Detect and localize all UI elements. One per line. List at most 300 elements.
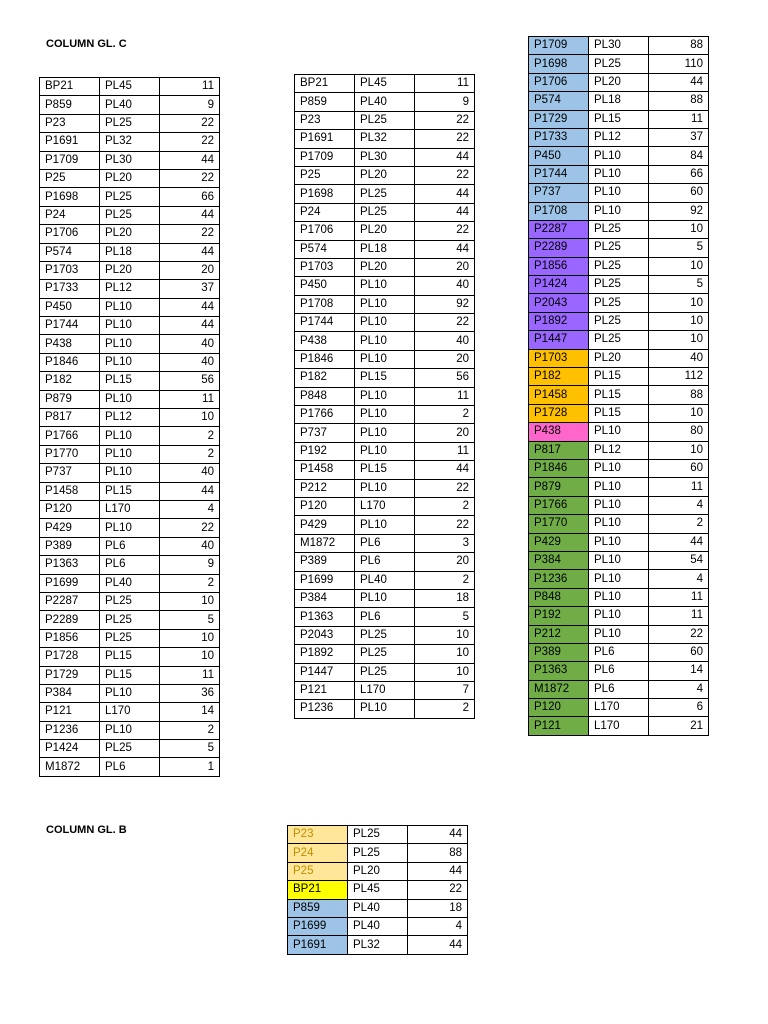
table-row [40, 390, 220, 408]
section-cell: PL10 [100, 335, 160, 353]
part-mark-cell: P429 [40, 519, 100, 537]
table-row [295, 442, 475, 460]
quantity-cell: 40 [160, 353, 220, 371]
part-mark-cell: P1708 [529, 202, 589, 220]
quantity-cell: 88 [649, 386, 709, 404]
table-row [40, 353, 220, 371]
table-row [288, 862, 468, 880]
table-row [529, 202, 709, 220]
part-mark-cell: P2289 [529, 239, 589, 257]
table-row [295, 626, 475, 644]
part-mark-cell: P1846 [40, 353, 100, 371]
part-mark-cell: P1766 [529, 496, 589, 514]
part-mark-cell: P817 [40, 409, 100, 427]
section-cell: PL20 [100, 225, 160, 243]
section-cell: PL25 [355, 626, 415, 644]
quantity-cell: 18 [415, 589, 475, 607]
table-row [529, 239, 709, 257]
quantity-cell: 60 [649, 459, 709, 477]
table-row [40, 133, 220, 151]
part-mark-cell: BP21 [288, 881, 348, 899]
quantity-cell: 44 [415, 203, 475, 221]
table-row [529, 570, 709, 588]
table-row [40, 280, 220, 298]
quantity-cell: 40 [415, 277, 475, 295]
part-mark-cell: P859 [288, 899, 348, 917]
part-mark-cell: P120 [529, 699, 589, 717]
part-mark-cell: P192 [295, 442, 355, 460]
quantity-cell: 1 [160, 758, 220, 776]
section-cell: PL25 [355, 185, 415, 203]
section-cell: PL10 [100, 317, 160, 335]
section-cell: PL6 [589, 643, 649, 661]
section-cell: PL20 [589, 73, 649, 91]
quantity-cell: 56 [160, 372, 220, 390]
quantity-cell: 5 [160, 611, 220, 629]
quantity-cell: 22 [415, 166, 475, 184]
table-row [295, 700, 475, 718]
part-mark-cell: P438 [40, 335, 100, 353]
part-mark-cell: P120 [295, 497, 355, 515]
table-row [40, 78, 220, 96]
table-row [288, 917, 468, 935]
table-row [529, 496, 709, 514]
quantity-cell: 92 [649, 202, 709, 220]
table-row [529, 588, 709, 606]
table-row [295, 406, 475, 424]
table-row [295, 589, 475, 607]
table-row [529, 662, 709, 680]
quantity-cell: 20 [415, 350, 475, 368]
section-cell: PL32 [355, 130, 415, 148]
table-row [288, 881, 468, 899]
part-mark-cell: BP21 [40, 78, 100, 96]
part-mark-cell: P389 [295, 553, 355, 571]
section-cell: PL25 [355, 663, 415, 681]
quantity-cell: 88 [649, 37, 709, 55]
quantity-cell: 11 [649, 588, 709, 606]
part-mark-cell: P429 [529, 533, 589, 551]
part-mark-cell: P384 [295, 589, 355, 607]
quantity-cell: 22 [415, 222, 475, 240]
section-cell: PL18 [100, 243, 160, 261]
table-row [295, 681, 475, 699]
quantity-cell: 9 [160, 96, 220, 114]
section-cell: PL25 [100, 114, 160, 132]
quantity-cell: 112 [649, 368, 709, 386]
section-cell: PL10 [355, 516, 415, 534]
table-row [40, 592, 220, 610]
quantity-cell: 54 [649, 551, 709, 569]
table-row [295, 461, 475, 479]
part-mark-cell: P24 [295, 203, 355, 221]
part-mark-cell: P1729 [40, 666, 100, 684]
section-cell: PL10 [355, 295, 415, 313]
table-row [40, 372, 220, 390]
part-mark-cell: P1728 [529, 404, 589, 422]
section-cell: PL25 [589, 312, 649, 330]
quantity-cell: 11 [160, 390, 220, 408]
part-mark-cell: P1363 [40, 556, 100, 574]
table-row [529, 55, 709, 73]
table-row [40, 225, 220, 243]
part-mark-cell: P23 [295, 111, 355, 129]
heading-column-gl-b: COLUMN GL. B [46, 824, 127, 836]
part-mark-cell: P859 [40, 96, 100, 114]
section-cell: PL12 [100, 280, 160, 298]
part-mark-cell: P429 [295, 516, 355, 534]
part-mark-cell: P1856 [40, 629, 100, 647]
quantity-cell: 44 [160, 482, 220, 500]
part-mark-cell: P1699 [295, 571, 355, 589]
section-cell: PL10 [589, 184, 649, 202]
quantity-cell: 20 [415, 258, 475, 276]
section-cell: L170 [589, 699, 649, 717]
part-mark-cell: M1872 [40, 758, 100, 776]
table-row [40, 684, 220, 702]
quantity-cell: 88 [408, 844, 468, 862]
section-cell: PL10 [589, 202, 649, 220]
quantity-cell: 2 [649, 515, 709, 533]
section-cell: PL10 [355, 332, 415, 350]
part-mark-cell: P1856 [529, 257, 589, 275]
table-row [40, 758, 220, 776]
section-cell: PL6 [100, 556, 160, 574]
table-row [295, 240, 475, 258]
quantity-cell: 44 [160, 151, 220, 169]
table-row [40, 574, 220, 592]
section-cell: PL10 [355, 314, 415, 332]
part-mark-cell: P2287 [40, 592, 100, 610]
section-cell: PL45 [100, 78, 160, 96]
section-cell: PL10 [589, 570, 649, 588]
part-mark-cell: P25 [295, 166, 355, 184]
parts-table-4-column-b [287, 825, 468, 955]
table-row [40, 114, 220, 132]
part-mark-cell: P1708 [295, 295, 355, 313]
part-mark-cell: P1691 [295, 130, 355, 148]
section-cell: PL10 [589, 459, 649, 477]
table-row [295, 608, 475, 626]
quantity-cell: 2 [160, 574, 220, 592]
quantity-cell: 2 [415, 571, 475, 589]
section-cell: PL25 [100, 206, 160, 224]
parts-table-1 [39, 77, 220, 777]
quantity-cell: 40 [415, 332, 475, 350]
table-row [40, 666, 220, 684]
part-mark-cell: P1709 [529, 37, 589, 55]
table-row [529, 680, 709, 698]
section-cell: PL10 [589, 551, 649, 569]
part-mark-cell: P438 [529, 423, 589, 441]
section-cell: PL25 [589, 331, 649, 349]
section-cell: PL25 [355, 111, 415, 129]
section-cell: PL25 [355, 645, 415, 663]
table-row [295, 148, 475, 166]
section-cell: PL10 [589, 478, 649, 496]
table-row [529, 699, 709, 717]
table-row [40, 261, 220, 279]
quantity-cell: 22 [160, 225, 220, 243]
table-row [295, 185, 475, 203]
quantity-cell: 44 [160, 243, 220, 261]
table-row [40, 648, 220, 666]
part-mark-cell: P1458 [529, 386, 589, 404]
table-row [529, 128, 709, 146]
quantity-cell: 44 [415, 461, 475, 479]
part-mark-cell: P1706 [40, 225, 100, 243]
part-mark-cell: P1691 [288, 936, 348, 954]
table-row [529, 331, 709, 349]
section-cell: PL15 [100, 666, 160, 684]
table-row [529, 625, 709, 643]
quantity-cell: 66 [649, 165, 709, 183]
section-cell: PL10 [100, 519, 160, 537]
section-cell: PL10 [100, 464, 160, 482]
table-row [295, 479, 475, 497]
quantity-cell: 2 [415, 497, 475, 515]
quantity-cell: 2 [415, 700, 475, 718]
table-row [529, 73, 709, 91]
section-cell: L170 [589, 717, 649, 735]
quantity-cell: 11 [160, 78, 220, 96]
table-row [529, 110, 709, 128]
table-row [529, 220, 709, 238]
section-cell: PL15 [589, 386, 649, 404]
heading-column-gl-c: COLUMN GL. C [46, 38, 127, 50]
quantity-cell: 44 [408, 862, 468, 880]
table-row [295, 497, 475, 515]
table-row [295, 571, 475, 589]
part-mark-cell: M1872 [295, 534, 355, 552]
quantity-cell: 11 [649, 110, 709, 128]
section-cell: PL10 [100, 721, 160, 739]
section-cell: PL40 [348, 917, 408, 935]
table-row [529, 184, 709, 202]
table-row [529, 386, 709, 404]
part-mark-cell: P848 [295, 387, 355, 405]
quantity-cell: 92 [415, 295, 475, 313]
section-cell: PL10 [589, 588, 649, 606]
quantity-cell: 44 [408, 936, 468, 954]
quantity-cell: 20 [415, 424, 475, 442]
section-cell: PL10 [100, 353, 160, 371]
section-cell: PL30 [100, 151, 160, 169]
part-mark-cell: P1698 [295, 185, 355, 203]
quantity-cell: 44 [160, 298, 220, 316]
table-row [529, 441, 709, 459]
section-cell: PL20 [100, 261, 160, 279]
part-mark-cell: P1709 [295, 148, 355, 166]
part-mark-cell: P1699 [40, 574, 100, 592]
table-row [40, 445, 220, 463]
part-mark-cell: P24 [40, 206, 100, 224]
section-cell: PL10 [355, 589, 415, 607]
part-mark-cell: P1744 [295, 314, 355, 332]
section-cell: PL12 [100, 409, 160, 427]
section-cell: PL25 [589, 239, 649, 257]
quantity-cell: 22 [415, 130, 475, 148]
table-row [295, 277, 475, 295]
section-cell: PL15 [589, 368, 649, 386]
section-cell: PL25 [100, 629, 160, 647]
quantity-cell: 40 [649, 349, 709, 367]
part-mark-cell: P737 [40, 464, 100, 482]
part-mark-cell: P1766 [40, 427, 100, 445]
quantity-cell: 11 [649, 607, 709, 625]
quantity-cell: 44 [649, 73, 709, 91]
part-mark-cell: P574 [295, 240, 355, 258]
part-mark-cell: P1424 [40, 740, 100, 758]
table-row [529, 312, 709, 330]
table-row [529, 165, 709, 183]
part-mark-cell: P1728 [40, 648, 100, 666]
quantity-cell: 10 [649, 404, 709, 422]
table-row [529, 276, 709, 294]
quantity-cell: 84 [649, 147, 709, 165]
section-cell: PL12 [589, 441, 649, 459]
table-row [40, 482, 220, 500]
table-row [295, 553, 475, 571]
section-cell: PL10 [589, 533, 649, 551]
quantity-cell: 5 [649, 239, 709, 257]
section-cell: PL10 [100, 684, 160, 702]
part-mark-cell: P120 [40, 500, 100, 518]
quantity-cell: 11 [415, 75, 475, 93]
part-mark-cell: P1706 [529, 73, 589, 91]
quantity-cell: 66 [160, 188, 220, 206]
table-row [529, 294, 709, 312]
part-mark-cell: P1766 [295, 406, 355, 424]
part-mark-cell: P182 [295, 369, 355, 387]
section-cell: PL40 [355, 93, 415, 111]
section-cell: PL10 [589, 423, 649, 441]
section-cell: PL18 [589, 92, 649, 110]
table-row [40, 96, 220, 114]
part-mark-cell: P389 [40, 537, 100, 555]
table-row [40, 537, 220, 555]
quantity-cell: 10 [649, 257, 709, 275]
section-cell: PL25 [100, 592, 160, 610]
section-cell: PL10 [355, 700, 415, 718]
section-cell: PL10 [355, 406, 415, 424]
section-cell: PL10 [355, 479, 415, 497]
quantity-cell: 20 [415, 553, 475, 571]
section-cell: PL25 [348, 826, 408, 844]
section-cell: PL15 [589, 404, 649, 422]
part-mark-cell: P212 [529, 625, 589, 643]
table-row [295, 369, 475, 387]
quantity-cell: 44 [160, 317, 220, 335]
quantity-cell: 10 [649, 294, 709, 312]
part-mark-cell: P23 [288, 826, 348, 844]
part-mark-cell: P1363 [529, 662, 589, 680]
section-cell: PL6 [100, 537, 160, 555]
part-mark-cell: P737 [529, 184, 589, 202]
table-row [295, 332, 475, 350]
section-cell: PL6 [589, 680, 649, 698]
section-cell: PL10 [100, 427, 160, 445]
quantity-cell: 22 [408, 881, 468, 899]
part-mark-cell: P25 [288, 862, 348, 880]
quantity-cell: 44 [415, 240, 475, 258]
part-mark-cell: P1892 [295, 645, 355, 663]
part-mark-cell: P182 [529, 368, 589, 386]
table-row [40, 519, 220, 537]
part-mark-cell: P1691 [40, 133, 100, 151]
table-row [529, 607, 709, 625]
table-row [529, 404, 709, 422]
quantity-cell: 4 [649, 570, 709, 588]
section-cell: PL20 [348, 862, 408, 880]
section-cell: PL10 [355, 350, 415, 368]
section-cell: PL25 [355, 203, 415, 221]
section-cell: L170 [100, 703, 160, 721]
quantity-cell: 10 [415, 626, 475, 644]
section-cell: PL10 [589, 607, 649, 625]
part-mark-cell: P450 [295, 277, 355, 295]
section-cell: PL30 [355, 148, 415, 166]
part-mark-cell: P1709 [40, 151, 100, 169]
part-mark-cell: P1744 [40, 317, 100, 335]
table-row [529, 515, 709, 533]
quantity-cell: 40 [160, 464, 220, 482]
quantity-cell: 10 [649, 312, 709, 330]
part-mark-cell: P1846 [295, 350, 355, 368]
section-cell: PL40 [348, 899, 408, 917]
part-mark-cell: P1698 [529, 55, 589, 73]
quantity-cell: 44 [408, 826, 468, 844]
part-mark-cell: P1236 [295, 700, 355, 718]
table-row [40, 409, 220, 427]
part-mark-cell: P212 [295, 479, 355, 497]
quantity-cell: 56 [415, 369, 475, 387]
parts-table-2 [294, 74, 475, 719]
quantity-cell: 22 [415, 516, 475, 534]
part-mark-cell: P182 [40, 372, 100, 390]
quantity-cell: 44 [649, 533, 709, 551]
part-mark-cell: P2043 [295, 626, 355, 644]
table-row [288, 826, 468, 844]
quantity-cell: 9 [415, 93, 475, 111]
section-cell: PL10 [355, 387, 415, 405]
quantity-cell: 11 [415, 387, 475, 405]
quantity-cell: 40 [160, 537, 220, 555]
table-row [40, 188, 220, 206]
part-mark-cell: P1424 [529, 276, 589, 294]
table-row [529, 147, 709, 165]
quantity-cell: 10 [160, 409, 220, 427]
quantity-cell: 110 [649, 55, 709, 73]
quantity-cell: 22 [160, 519, 220, 537]
table-row [40, 740, 220, 758]
quantity-cell: 2 [415, 406, 475, 424]
part-mark-cell: P121 [529, 717, 589, 735]
quantity-cell: 4 [160, 500, 220, 518]
part-mark-cell: P2043 [529, 294, 589, 312]
part-mark-cell: P24 [288, 844, 348, 862]
quantity-cell: 4 [649, 680, 709, 698]
quantity-cell: 37 [649, 128, 709, 146]
part-mark-cell: P450 [529, 147, 589, 165]
quantity-cell: 44 [415, 185, 475, 203]
section-cell: PL10 [100, 390, 160, 408]
section-cell: PL20 [355, 222, 415, 240]
table-row [529, 551, 709, 569]
section-cell: PL10 [355, 424, 415, 442]
table-row [40, 500, 220, 518]
quantity-cell: 3 [415, 534, 475, 552]
